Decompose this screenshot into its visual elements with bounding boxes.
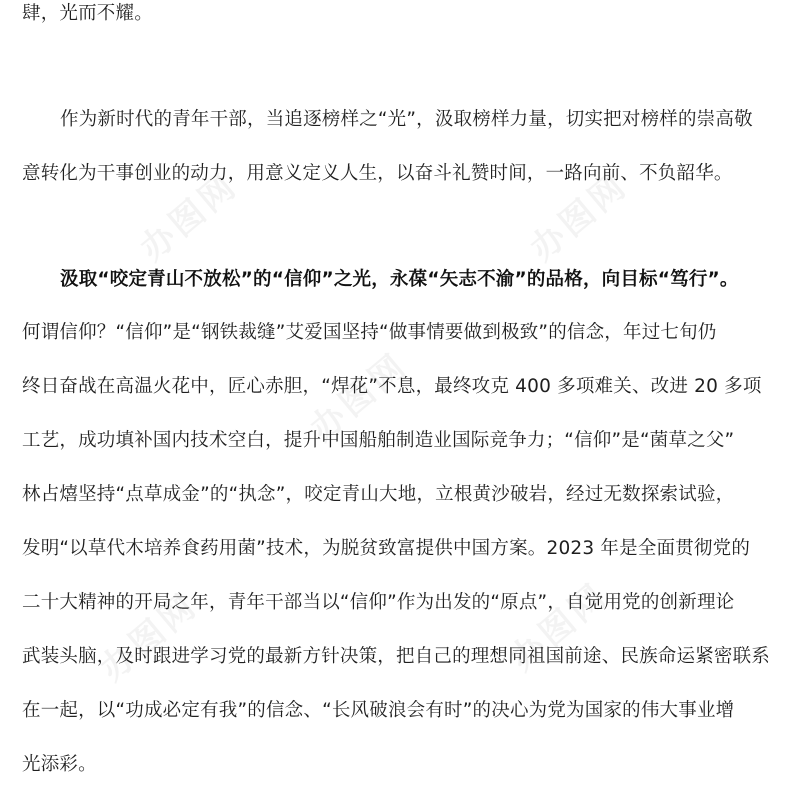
text-line: 武装头脑，及时跟进学习党的最新方针决策，把自己的理想同祖国前途、民族命运紧密联系 bbox=[22, 646, 771, 667]
text-line: 在一起，以“功成必定有我”的信念、“长风破浪会有时”的决心为党为国家的伟大事业增 bbox=[22, 700, 735, 721]
watermark: 办图网 bbox=[302, 345, 416, 450]
text-line: 终日奋战在高温火花中，匠心赤胆，“焊花”不息，最终攻克 400 多项难关、改进 20 多项 bbox=[22, 376, 762, 397]
watermark: 办图网 bbox=[92, 585, 206, 690]
text-line: 发明“以草代木培养食药用菌”技术，为脱贫致富提供中国方案。2023 年是全面贯彻党的 bbox=[22, 538, 751, 559]
watermark: 办图网 bbox=[522, 165, 636, 270]
text-line: 何谓信仰？“信仰”是“钢铁裁缝”艾爱国坚持“做事情要做到极致”的信念，年过七旬仍 bbox=[22, 322, 717, 343]
text-line: 作为新时代的青年干部，当追逐榜样之“光”，汲取榜样力量，切实把对榜样的崇高敬 bbox=[60, 109, 753, 130]
section-heading: 汲取“咬定青山不放松”的“信仰”之光，永葆“矢志不渝”的品格，向目标“笃行”。 bbox=[60, 269, 739, 290]
text-line: 林占熺坚持“点草成金”的“执念”，咬定青山大地，立根黄沙破岩，经过无数探索试验， bbox=[22, 484, 735, 505]
watermark: 办图网 bbox=[502, 575, 616, 680]
text-line: 肆，光而不耀。 bbox=[22, 3, 153, 24]
text-line: 光添彩。 bbox=[22, 754, 97, 775]
text-line: 二十大精神的开局之年，青年干部当以“信仰”作为出发的“原点”，自觉用党的创新理论 bbox=[22, 592, 735, 613]
text-line: 工艺，成功填补国内技术空白，提升中国船舶制造业国际竞争力；“信仰”是“菌草之父” bbox=[22, 430, 735, 451]
text-line: 意转化为干事创业的动力，用意义定义人生，以奋斗礼赞时间，一路向前、不负韶华。 bbox=[22, 163, 733, 184]
watermark: 办图网 bbox=[132, 165, 246, 270]
